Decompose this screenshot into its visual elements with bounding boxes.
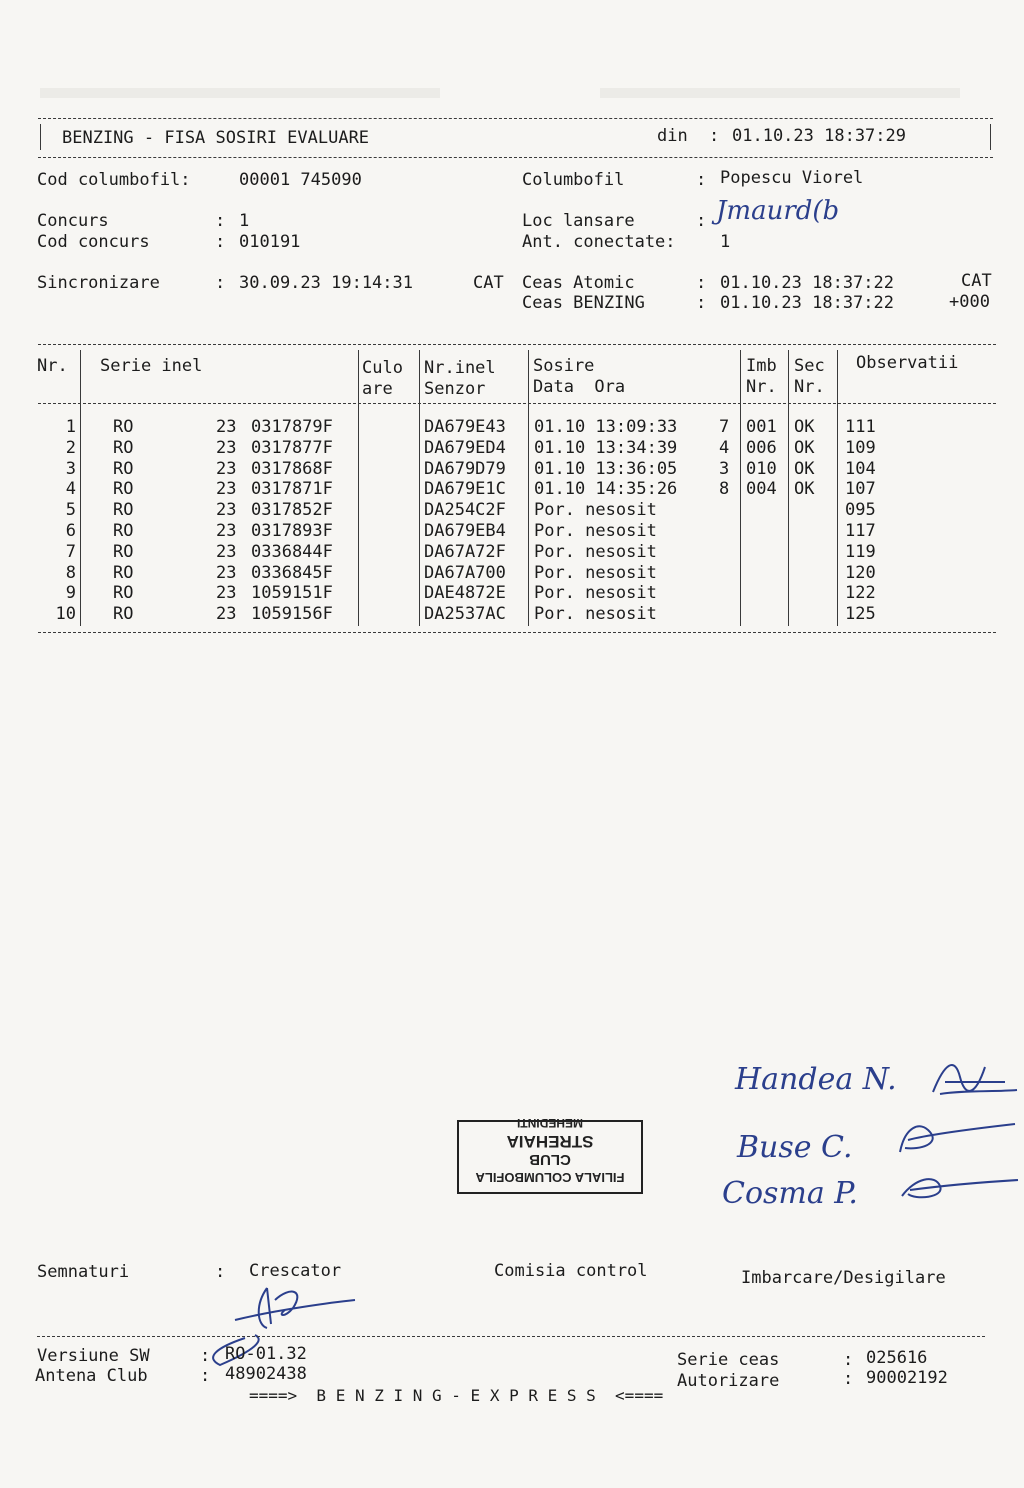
colon: : [215,273,226,293]
cod-concurs-label: Cod concurs [37,232,150,252]
cell-year: 23 [216,437,237,458]
cell-ring: 0317871F [251,479,333,500]
cell-sosire: 01.10 14:35:26 [534,479,678,500]
cell-imb: 001 [746,417,777,437]
cell-country: RO [113,521,134,541]
cell-sosire: Por. nesosit [534,583,657,604]
cell-ring: 1059156F [251,604,333,625]
cell-nr: 10 [55,604,76,625]
autorizare-label: Autorizare [677,1371,780,1391]
cell-year: 23 [216,500,237,521]
cell-year: 23 [216,583,237,604]
crescator-label: Crescator [249,1261,342,1281]
cell-year: 23 [216,417,237,437]
cell-sec: OK [794,417,815,437]
cell-observatii: 109 [845,437,876,458]
page-title: BENZING - FISA SOSIRI EVALUARE [62,128,370,148]
versiune-label: Versiune SW [37,1346,150,1366]
cell-sosire: Por. nesosit [534,541,657,562]
cell-country: RO [113,458,134,479]
header-sosire: Sosire [533,356,595,376]
cell-observatii: 119 [845,541,876,562]
colon: : [215,232,226,252]
col-divider [419,350,420,626]
semnaturi-label: Semnaturi [37,1262,130,1282]
cell-sosire: Por. nesosit [534,604,657,625]
header-top-rule [38,118,993,119]
cell-nr: 8 [65,562,76,583]
antena-value: 48902438 [225,1364,307,1384]
col-divider [80,350,81,626]
din-label: din [657,126,688,146]
header-nr-inel: Nr.inel [424,358,496,378]
cell-sensor: DA679ED4 [424,437,506,458]
table-top-rule [38,344,996,345]
cell-ring: 1059151F [251,583,333,604]
cell-year: 23 [216,562,237,583]
colon: : [843,1369,854,1389]
signature-scribble-buse [890,1112,1020,1162]
cod-concurs-value: 010191 [239,232,301,252]
cell-ring: 0317877F [251,437,333,458]
cell-sosire: 01.10 13:34:39 [534,437,678,458]
cell-country: RO [113,541,134,562]
cell-ring: 0317868F [251,458,333,479]
colon: : [696,170,707,190]
sincronizare-tz: CAT [473,273,504,293]
cell-country: RO [113,562,134,583]
cell-observatii: 111 [845,417,876,437]
serie-ceas-label: Serie ceas [677,1350,780,1370]
header-sec: Sec [794,356,825,376]
cell-sosire: Por. nesosit [534,562,657,583]
cell-imb: 004 [746,479,777,500]
cell-year: 23 [216,458,237,479]
header-sec-nr: Nr. [794,377,825,397]
ceas-benzing-tz: +000 [949,292,990,312]
footer-rule [37,1336,985,1337]
cell-sensor: DA679EB4 [424,521,506,541]
cell-sensor: DA254C2F [424,500,506,521]
header-data-ora: Data Ora [533,377,626,397]
ceas-atomic-label: Ceas Atomic [522,273,635,293]
cell-observatii: 117 [845,521,876,541]
cell-sensor: DAE4872E [424,583,506,604]
cell-imb: 006 [746,437,777,458]
cell-country: RO [113,500,134,521]
cell-year: 23 [216,479,237,500]
antena-label: Antena Club [35,1366,148,1386]
col-divider [837,350,838,626]
benzing-express-banner: ====> B E N Z I N G - E X P R E S S <==== [249,1386,664,1405]
cell-observatii: 095 [845,500,876,521]
cell-observatii: 125 [845,604,876,625]
cod-columbofil-value: 00001 745090 [239,170,362,190]
header-senzor: Senzor [424,379,486,399]
cell-sosire-decimal: 8 [719,479,730,500]
loc-lansare-handwritten: Jmaurd(b [716,196,840,226]
ant-conectate-value: 1 [720,232,731,252]
cell-nr: 5 [65,500,76,521]
col-divider [740,350,741,626]
cell-observatii: 104 [845,458,876,479]
cell-sensor: DA2537AC [424,604,506,625]
cell-observatii: 122 [845,583,876,604]
colon: : [200,1366,211,1386]
cell-sosire: Por. nesosit [534,500,657,521]
columbofil-label: Columbofil [522,170,625,190]
header-serie-inel: Serie inel [100,356,203,376]
bleed-through [600,88,960,98]
club-stamp [457,1116,643,1194]
serie-ceas-value: 025616 [866,1348,928,1368]
cell-ring: 0317852F [251,500,333,521]
cell-nr: 1 [65,417,76,437]
sincronizare-label: Sincronizare [37,273,160,293]
signature-cosma: Cosma P. [722,1176,858,1211]
versiune-value: RO-01.32 [225,1344,307,1364]
header-culoare-2: are [362,379,393,399]
imbarcare-label: Imbarcare/Desigilare [741,1268,946,1288]
sincronizare-value: 30.09.23 19:14:31 [239,273,413,293]
cell-country: RO [113,479,134,500]
cell-nr: 4 [65,479,76,500]
columbofil-value: Popescu Viorel [720,168,864,188]
cell-ring: 0317893F [251,521,333,541]
cell-sosire-decimal: 7 [719,417,730,437]
cell-observatii: 120 [845,562,876,583]
cell-year: 23 [216,521,237,541]
comisia-label: Comisia control [494,1261,648,1281]
table-header-rule [38,403,996,404]
colon: : [843,1350,854,1370]
colon: : [696,273,707,293]
cell-sensor: DA679E43 [424,417,506,437]
cell-sosire: 01.10 13:36:05 [534,458,678,479]
din-value: 01.10.23 18:37:29 [732,126,906,146]
stamp-line: STREHAIA [506,1132,594,1151]
cell-nr: 7 [65,541,76,562]
cell-ring: 0336845F [251,562,333,583]
cell-sosire: Por. nesosit [534,521,657,541]
cell-nr: 6 [65,521,76,541]
autorizare-value: 90002192 [866,1368,948,1388]
cell-observatii: 107 [845,479,876,500]
cell-sec: OK [794,458,815,479]
cell-imb: 010 [746,458,777,479]
signature-handea: Handea N. [735,1062,897,1097]
stamp-line: CLUB [529,1151,571,1168]
cell-country: RO [113,417,134,437]
cell-nr: 9 [65,583,76,604]
col-divider [358,350,359,626]
cell-sosire-decimal: 3 [719,458,730,479]
col-divider [528,350,529,626]
concurs-label: Concurs [37,211,109,231]
ceas-benzing-value: 01.10.23 18:37:22 [720,293,894,313]
colon: : [200,1346,211,1366]
signature-buse: Buse C. [737,1130,853,1165]
ceas-atomic-tz: CAT [961,271,992,291]
header-nr: Nr. [37,356,68,376]
bleed-through [40,88,440,98]
cell-country: RO [113,583,134,604]
cell-nr: 3 [65,458,76,479]
ceas-benzing-label: Ceas BENZING [522,293,645,313]
header-imb: Imb [746,356,777,376]
cell-sensor: DA679E1C [424,479,506,500]
header-observatii: Observatii [856,353,959,373]
stamp-line: FILIALA COLUMBOFILA [475,1170,625,1185]
header-left-border [40,124,41,150]
cell-country: RO [113,604,134,625]
signature-scribble-cosma [890,1160,1020,1210]
header-right-border [990,124,991,150]
cell-sosire-decimal: 4 [719,437,730,458]
concurs-value: 1 [239,211,250,231]
cell-sensor: DA679D79 [424,458,506,479]
ant-conectate-label: Ant. conectate: [522,232,676,252]
colon: : [215,1262,226,1282]
signature-scribble-handea [925,1052,1020,1107]
loc-lansare-label: Loc lansare [522,211,635,231]
cell-sec: OK [794,437,815,458]
cell-ring: 0336844F [251,541,333,562]
cell-sensor: DA67A72F [424,541,506,562]
colon: : [215,211,226,231]
din-colon: : [709,126,720,146]
cell-sec: OK [794,479,815,500]
cell-nr: 2 [65,437,76,458]
cell-sensor: DA67A700 [424,562,506,583]
ceas-atomic-value: 01.10.23 18:37:22 [720,273,894,293]
cell-sosire: 01.10 13:09:33 [534,417,678,437]
table-bottom-rule [38,632,996,633]
cell-year: 23 [216,604,237,625]
colon: : [696,211,707,231]
colon: : [696,293,707,313]
header-culoare: Culo [362,358,403,378]
cell-country: RO [113,437,134,458]
stamp-line: MEHEDINTI [517,1116,583,1130]
col-divider [788,350,789,626]
cell-year: 23 [216,541,237,562]
header-bottom-rule [38,157,993,158]
cod-columbofil-label: Cod columbofil: [37,170,191,190]
cell-ring: 0317879F [251,417,333,437]
header-imb-nr: Nr. [746,377,777,397]
